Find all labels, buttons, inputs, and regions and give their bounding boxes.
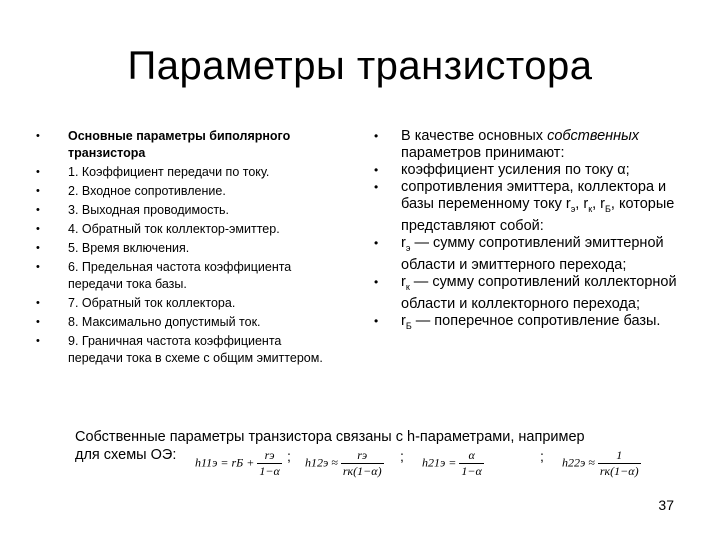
- bullet-icon: •: [36, 316, 40, 328]
- text: — поперечное сопротивление базы.: [411, 312, 661, 329]
- list-item: [36, 164, 336, 181]
- formula-lhs: h12э ≈: [305, 455, 338, 470]
- list-item-text: 8. Максимально допустимый ток.: [68, 315, 261, 329]
- fraction: [598, 448, 641, 479]
- text: , r: [575, 196, 589, 212]
- text: r: [401, 312, 406, 329]
- subscript: Б: [405, 320, 412, 331]
- list-item: [36, 202, 336, 219]
- list-item-text: 7. Обратный ток коллектора.: [68, 296, 236, 310]
- bullet-icon: •: [36, 130, 40, 142]
- parameters-list: [36, 128, 336, 367]
- text: — сумму сопротивлений эмиттерной области и эмиттерного перехода;: [401, 234, 664, 273]
- formula-h11: [195, 448, 282, 479]
- text: , r: [592, 196, 606, 212]
- list-item: [36, 259, 336, 293]
- numerator: rэ: [257, 448, 281, 464]
- bullet-icon: •: [374, 235, 379, 250]
- subscript: к: [588, 203, 593, 214]
- formula-h12: [305, 448, 384, 479]
- formula-lhs: h21э =: [422, 455, 457, 470]
- right-column: [374, 128, 694, 335]
- list-item: [374, 313, 694, 335]
- fraction: [341, 448, 384, 479]
- list-item: [374, 235, 694, 274]
- subscript: Б: [605, 203, 611, 214]
- list-item: [374, 179, 694, 235]
- formula-lhs: h22э ≈: [562, 455, 595, 470]
- subscript: э: [570, 203, 576, 214]
- list-item-text: 6. Предельная частота коэффициента передачи тока базы.: [68, 260, 292, 291]
- denominator: rк(1−α): [342, 464, 382, 478]
- numerator: rэ: [341, 448, 384, 464]
- bullet-icon: •: [36, 297, 40, 309]
- list-item: [36, 314, 336, 331]
- relation-line-1: Собственные параметры транзистора связаны с h-параметрами, например: [75, 429, 585, 445]
- bullet-icon: •: [374, 163, 379, 177]
- subscript: э: [405, 242, 411, 253]
- fraction: [459, 448, 483, 479]
- text: коэффициент усиления по току α;: [401, 162, 630, 178]
- bullet-icon: •: [36, 335, 40, 347]
- bullet-icon: •: [36, 204, 40, 216]
- list-item: [36, 128, 336, 162]
- bullet-icon: •: [36, 261, 40, 273]
- subscript: к: [405, 281, 410, 292]
- denominator: 1−α: [461, 464, 482, 478]
- bullet-icon: •: [374, 180, 379, 194]
- list-item-text: 1. Коэффициент передачи по току.: [68, 165, 270, 179]
- left-column: [36, 128, 336, 369]
- list-item: [36, 240, 336, 257]
- formula-h21: [422, 448, 484, 479]
- list-item-text: 5. Время включения.: [68, 241, 190, 255]
- numerator: 1: [598, 448, 641, 464]
- bullet-icon: •: [374, 313, 379, 328]
- text: , которые представляют собой:: [401, 196, 675, 234]
- list-item: [36, 295, 336, 312]
- formula-lhs: h11э = rБ +: [195, 455, 255, 470]
- list-item: [374, 128, 694, 162]
- list-item-text: 2. Входное сопротивление.: [68, 184, 226, 198]
- list-item: [36, 183, 336, 200]
- list-heading: Основные параметры биполярного транзистора: [68, 129, 291, 160]
- list-item: [36, 333, 336, 367]
- own-parameters-list: [374, 128, 694, 335]
- emphasis-text: собственных: [547, 128, 640, 144]
- text: сопротивления эмиттера, коллектора и базы переменному току r: [401, 179, 667, 212]
- text: параметров принимают:: [401, 145, 565, 161]
- text: — сумму сопротивлений коллекторной области и коллекторного перехода;: [401, 273, 677, 312]
- denominator: 1−α: [259, 464, 280, 478]
- list-item-text: 4. Обратный ток коллектор-эмиттер.: [68, 222, 280, 236]
- denominator: rк(1−α): [599, 464, 639, 478]
- numerator: α: [459, 448, 483, 464]
- text: В качестве основных: [401, 128, 548, 144]
- separator: ;: [540, 448, 544, 464]
- list-item-text: 9. Граничная частота коэффициента передачи тока в схеме с общим эмиттером.: [68, 334, 323, 365]
- bullet-icon: •: [374, 129, 379, 143]
- list-item: [374, 274, 694, 313]
- bullet-icon: •: [36, 166, 40, 178]
- separator: ;: [400, 448, 404, 464]
- text: r: [401, 273, 406, 290]
- bullet-icon: •: [36, 185, 40, 197]
- list-item: [36, 221, 336, 238]
- relation-line-2: для схемы ОЭ:: [75, 447, 177, 463]
- separator: ;: [287, 448, 291, 464]
- slide-title: Параметры транзистора: [127, 44, 593, 88]
- list-item-text: 3. Выходная проводимость.: [68, 203, 230, 217]
- text: r: [401, 234, 406, 251]
- bullet-icon: •: [36, 223, 40, 235]
- list-item: [374, 162, 694, 179]
- fraction: [257, 448, 281, 479]
- bullet-icon: •: [36, 242, 40, 254]
- bullet-icon: •: [374, 274, 379, 289]
- page-number: 37: [658, 497, 674, 513]
- formula-h22: [562, 448, 641, 479]
